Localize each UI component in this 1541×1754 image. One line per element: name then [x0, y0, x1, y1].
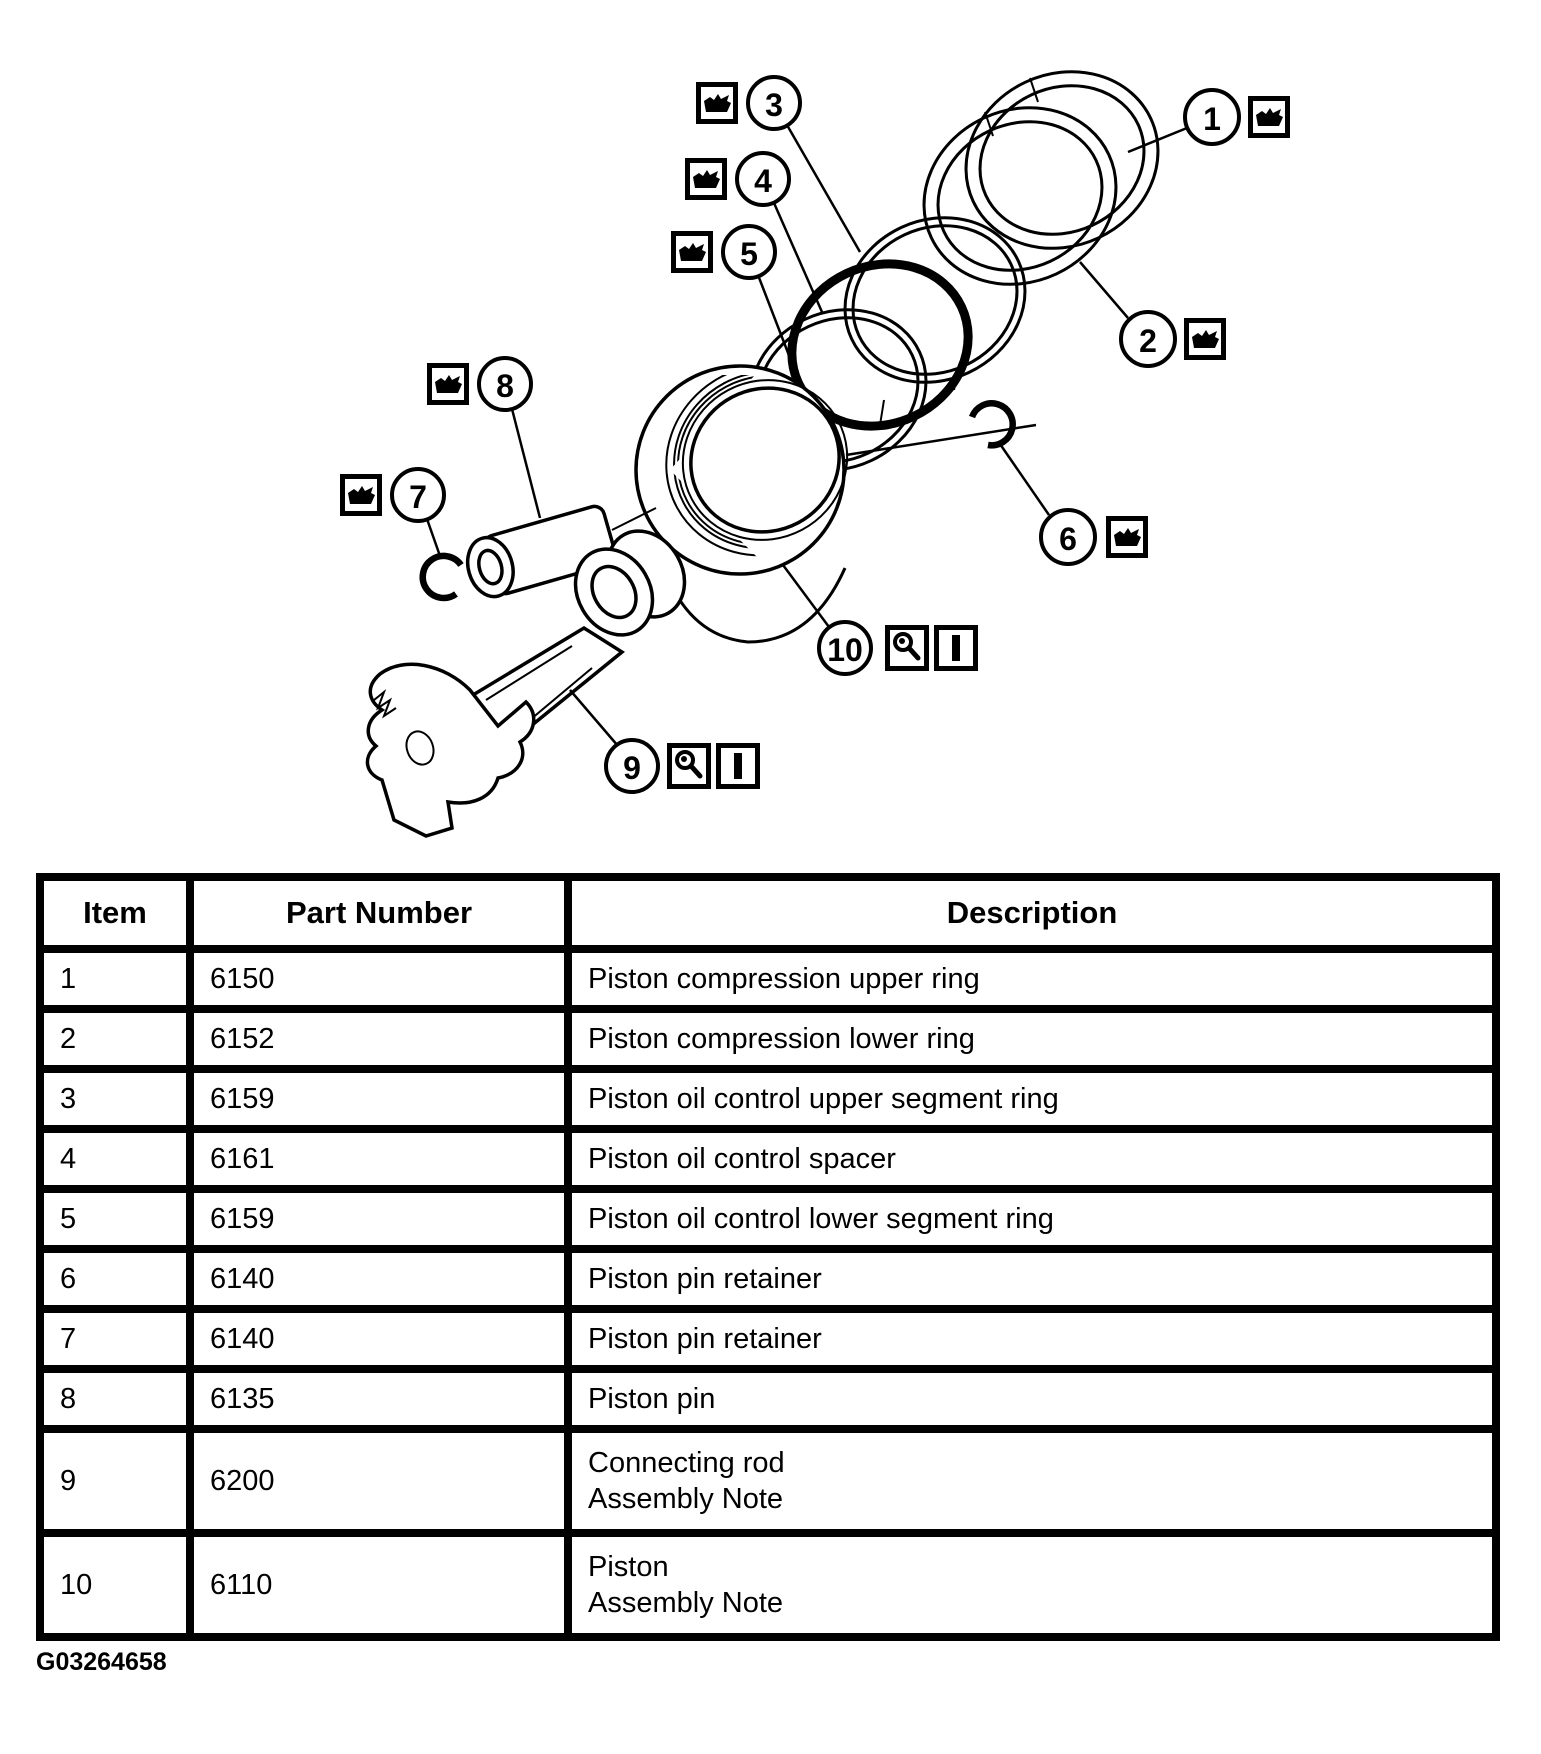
callout-5-number: 5	[740, 236, 758, 272]
oil-can-icon	[430, 366, 467, 403]
exploded-view-diagram	[0, 0, 1541, 870]
cell-item: 9	[40, 1429, 190, 1533]
compression-upper-ring-art	[937, 41, 1187, 280]
callout-6-number: 6	[1059, 521, 1077, 557]
assembly-note-line: Assembly Note	[588, 1587, 784, 1619]
table-row	[40, 1369, 1496, 1429]
cell-part-number: 6140	[190, 1249, 568, 1309]
col-header-part-number: Part Number	[190, 877, 568, 949]
cell-item: 4	[40, 1129, 190, 1189]
callout-1-number: 1	[1203, 101, 1221, 137]
callout-10-number: 10	[827, 632, 863, 668]
oil-upper-segment-ring-art	[818, 189, 1052, 412]
table-row	[40, 949, 1496, 1009]
table-row	[40, 1429, 1496, 1533]
pin-retainer-left-art	[423, 556, 461, 598]
cell-item: 7	[40, 1309, 190, 1369]
oil-can-icon	[699, 85, 736, 122]
table-row	[40, 1129, 1496, 1189]
table-header-row	[40, 877, 1496, 949]
cell-item: 10	[40, 1533, 190, 1637]
table-row	[40, 1249, 1496, 1309]
table-row	[40, 1309, 1496, 1369]
magnifier-icon	[670, 746, 709, 787]
info-bar-icon	[937, 628, 976, 669]
callout-9-number: 9	[623, 750, 641, 786]
cell-part-number: 6140	[190, 1309, 568, 1369]
cell-description: Piston oil control lower segment ring	[568, 1189, 1496, 1249]
cell-description: Piston compression upper ring	[568, 949, 1496, 1009]
callout-5	[674, 226, 791, 358]
cell-description	[568, 1533, 1496, 1637]
figure-id: G03264658	[36, 1648, 167, 1676]
oil-can-icon	[1251, 99, 1288, 136]
cell-part-number: 6159	[190, 1189, 568, 1249]
cell-description: Piston pin	[568, 1369, 1496, 1429]
cell-part-number: 6135	[190, 1369, 568, 1429]
callout-9	[570, 690, 758, 792]
cell-description: Piston oil control spacer	[568, 1129, 1496, 1189]
col-header-item: Item	[40, 877, 190, 949]
description-line: Piston	[588, 1550, 669, 1583]
table-row	[40, 1009, 1496, 1069]
cell-description	[568, 1429, 1496, 1533]
callout-8	[430, 358, 541, 518]
cell-part-number: 6200	[190, 1429, 568, 1533]
callout-7-number: 7	[409, 479, 427, 515]
cell-item: 6	[40, 1249, 190, 1309]
cell-description: Piston oil control upper segment ring	[568, 1069, 1496, 1129]
cell-item: 8	[40, 1369, 190, 1429]
cell-part-number: 6152	[190, 1009, 568, 1069]
cell-description: Piston pin retainer	[568, 1309, 1496, 1369]
oil-can-icon	[674, 234, 711, 271]
oil-can-icon	[688, 161, 725, 198]
oil-can-icon	[343, 477, 380, 514]
table-row	[40, 1189, 1496, 1249]
callout-3-number: 3	[765, 87, 783, 123]
callout-8-number: 8	[496, 368, 514, 404]
cell-part-number: 6150	[190, 949, 568, 1009]
cell-description: Piston pin retainer	[568, 1249, 1496, 1309]
table-row	[40, 1533, 1496, 1637]
table-row	[40, 1069, 1496, 1129]
assembly-note-line: Assembly Note	[588, 1483, 784, 1515]
cell-part-number: 6110	[190, 1533, 568, 1637]
cell-item: 2	[40, 1009, 190, 1069]
info-bar-icon	[719, 746, 758, 787]
cell-item: 5	[40, 1189, 190, 1249]
cell-item: 1	[40, 949, 190, 1009]
oil-can-icon	[1187, 321, 1224, 358]
callout-4-number: 4	[754, 163, 772, 199]
oil-can-icon	[1109, 519, 1146, 556]
callout-2-number: 2	[1139, 323, 1157, 359]
callout-7	[343, 469, 445, 556]
parts-table	[36, 873, 1500, 1641]
callout-10	[783, 565, 976, 674]
callout-2	[1080, 262, 1224, 366]
cell-item: 3	[40, 1069, 190, 1129]
col-header-description: Description	[568, 877, 1496, 949]
description-line: Connecting rod	[588, 1446, 785, 1479]
pin-retainer-right-art	[972, 403, 1013, 445]
cell-part-number: 6161	[190, 1129, 568, 1189]
cell-description: Piston compression lower ring	[568, 1009, 1496, 1069]
cell-part-number: 6159	[190, 1069, 568, 1129]
callout-6	[1000, 444, 1146, 564]
magnifier-icon	[888, 628, 927, 669]
